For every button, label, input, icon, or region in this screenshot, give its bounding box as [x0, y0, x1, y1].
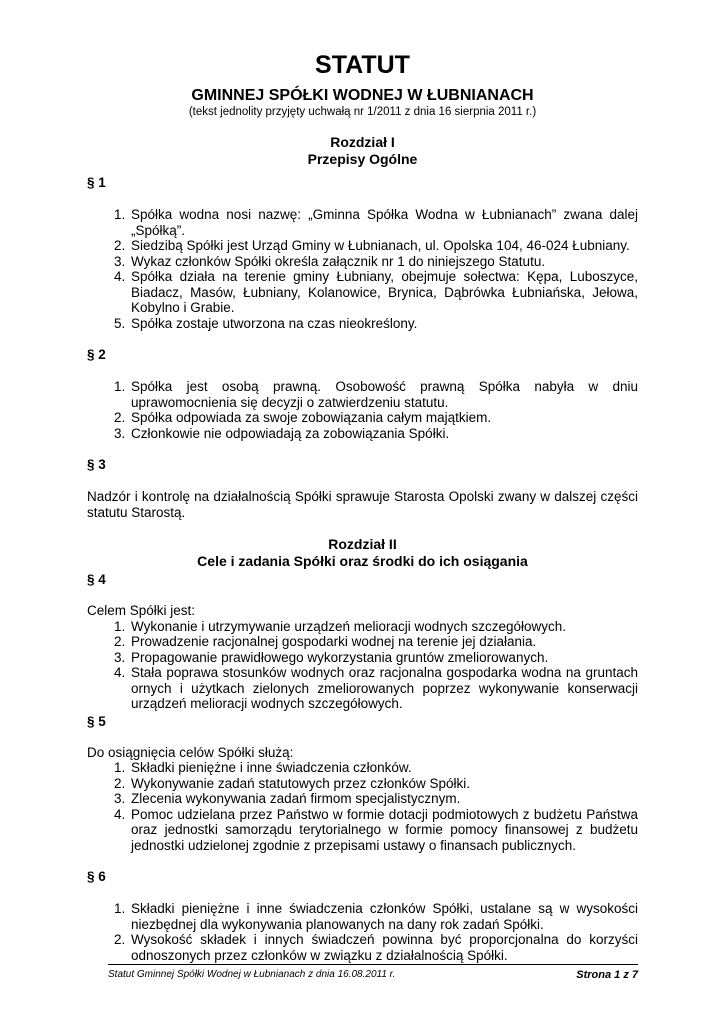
list-item: 2. Spółka odpowiada za swoje zobowiązania całym majątkiem.: [129, 410, 638, 426]
section-2-mark: § 2: [87, 347, 106, 362]
list-item: 2. Siedzibą Spółki jest Urząd Gminy w Łubnianach, ul. Opolska 104, 46-024 Łubniany.: [129, 238, 638, 254]
list-item: 1. Składki pieniężne i inne świadczenia członków Spółki, ustalane są w wysokości niezbędnej dla wykonywania planowanych na dany rok zadań Spółki.: [129, 901, 638, 932]
section-3-text: Nadzór i kontrolę na działalnością Spółki sprawuje Starosta Opolski zwany w dalszej części statutu Starostą.: [87, 489, 638, 520]
chapter-1-name: Przepisy Ogólne: [307, 151, 418, 167]
section-5-intro: Do osiągnięcia celów Spółki służą:: [87, 744, 294, 760]
list-item: 1. Spółka wodna nosi nazwę: „Gminna Spółka Wodna w Łubnianach” zwana dalej „Spółką”.: [129, 207, 638, 238]
section-1-list: [87, 207, 638, 331]
chapter-1-number: Rozdział I: [330, 134, 395, 150]
chapter-2-name: Cele i zadania Spółki oraz środki do ich osiągania: [197, 553, 528, 569]
section-5-mark: § 5: [87, 713, 106, 729]
section-5-list: [87, 760, 638, 853]
page-footer: [108, 964, 638, 981]
section-4-mark: § 4: [87, 572, 106, 587]
section-4-intro: Celem Spółki jest:: [87, 603, 196, 618]
list-item: 2. Prowadzenie racjonalnej gospodarki wodnej na terenie jej działania.: [129, 634, 638, 650]
list-item: 3. Propagowanie prawidłowego wykorzystania gruntów zmeliorowanych.: [129, 650, 638, 666]
list-item: 4. Pomoc udzielana przez Państwo w formie dotacji podmiotowych z budżetu Państwa oraz jednostki samorządu terytorialnego w formie pomocy finansowej z budżetu jednostki udzielonej zgodnie z przepisami ustawy o finansach publicznych.: [129, 807, 638, 854]
list-item: 5. Spółka zostaje utworzona na czas nieokreślony.: [129, 316, 638, 332]
document-note: (tekst jednolity przyjęty uchwałą nr 1/2011 z dnia 16 sierpnia 2011 r.): [188, 106, 537, 118]
list-item: 3. Wykaz członków Spółki określa załącznik nr 1 do niniejszego Statutu.: [129, 254, 638, 270]
section-6-mark: § 6: [87, 869, 106, 884]
section-3-mark: § 3: [87, 457, 106, 472]
section-4-list: [87, 619, 638, 712]
page-number: Strona 1 z 7: [576, 969, 638, 981]
section-6-list: [87, 901, 638, 963]
section-2-list: [87, 379, 638, 441]
list-item: 4. Spółka działa na terenie gminy Łubniany, obejmuje sołectwa: Kępa, Luboszyce, Biadacz, Masów, Łubniany, Kolanowice, Brynica, Dąbrówka Łubniańska, Jełowa, Kobylno i Grabie.: [129, 269, 638, 316]
list-item: 1. Wykonanie i utrzymywanie urządzeń melioracji wodnych szczegółowych.: [129, 619, 638, 635]
list-item: 2. Wykonywanie zadań statutowych przez członków Spółki.: [129, 776, 638, 792]
document-subtitle: GMINNEJ SPÓŁKI WODNEJ W ŁUBNIANACH: [191, 87, 534, 104]
list-item: 1. Składki pieniężne i inne świadczenia członków.: [129, 760, 638, 776]
list-item: 3. Członkowie nie odpowiadają za zobowiązania Spółki.: [129, 426, 638, 442]
document-title: STATUT: [315, 51, 410, 79]
chapter-2-number: Rozdział II: [328, 536, 397, 552]
list-item: 4. Stała poprawa stosunków wodnych oraz racjonalna gospodarka wodna na gruntach ornych i użytkach zielonych zmeliorowanych poprzez wykonywanie konserwacji urządzeń melioracji wodnych szczegółowych.: [129, 665, 638, 712]
footer-document-reference: Statut Gminnej Spółki Wodnej w Łubnianach z dnia 16.08.2011 r.: [108, 969, 396, 980]
list-item: 3. Zlecenia wykonywania zadań firmom specjalistycznym.: [129, 791, 638, 807]
list-item: 2. Wysokość składek i innych świadczeń powinna być proporcjonalna do korzyści odnoszonych przez członków w związku z działalnością Spółki.: [129, 932, 638, 963]
list-item: 1. Spółka jest osobą prawną. Osobowość prawną Spółka nabyła w dniu uprawomocnienia się decyzji o zatwierdzeniu statutu.: [129, 379, 638, 410]
section-1-mark: § 1: [87, 175, 106, 190]
